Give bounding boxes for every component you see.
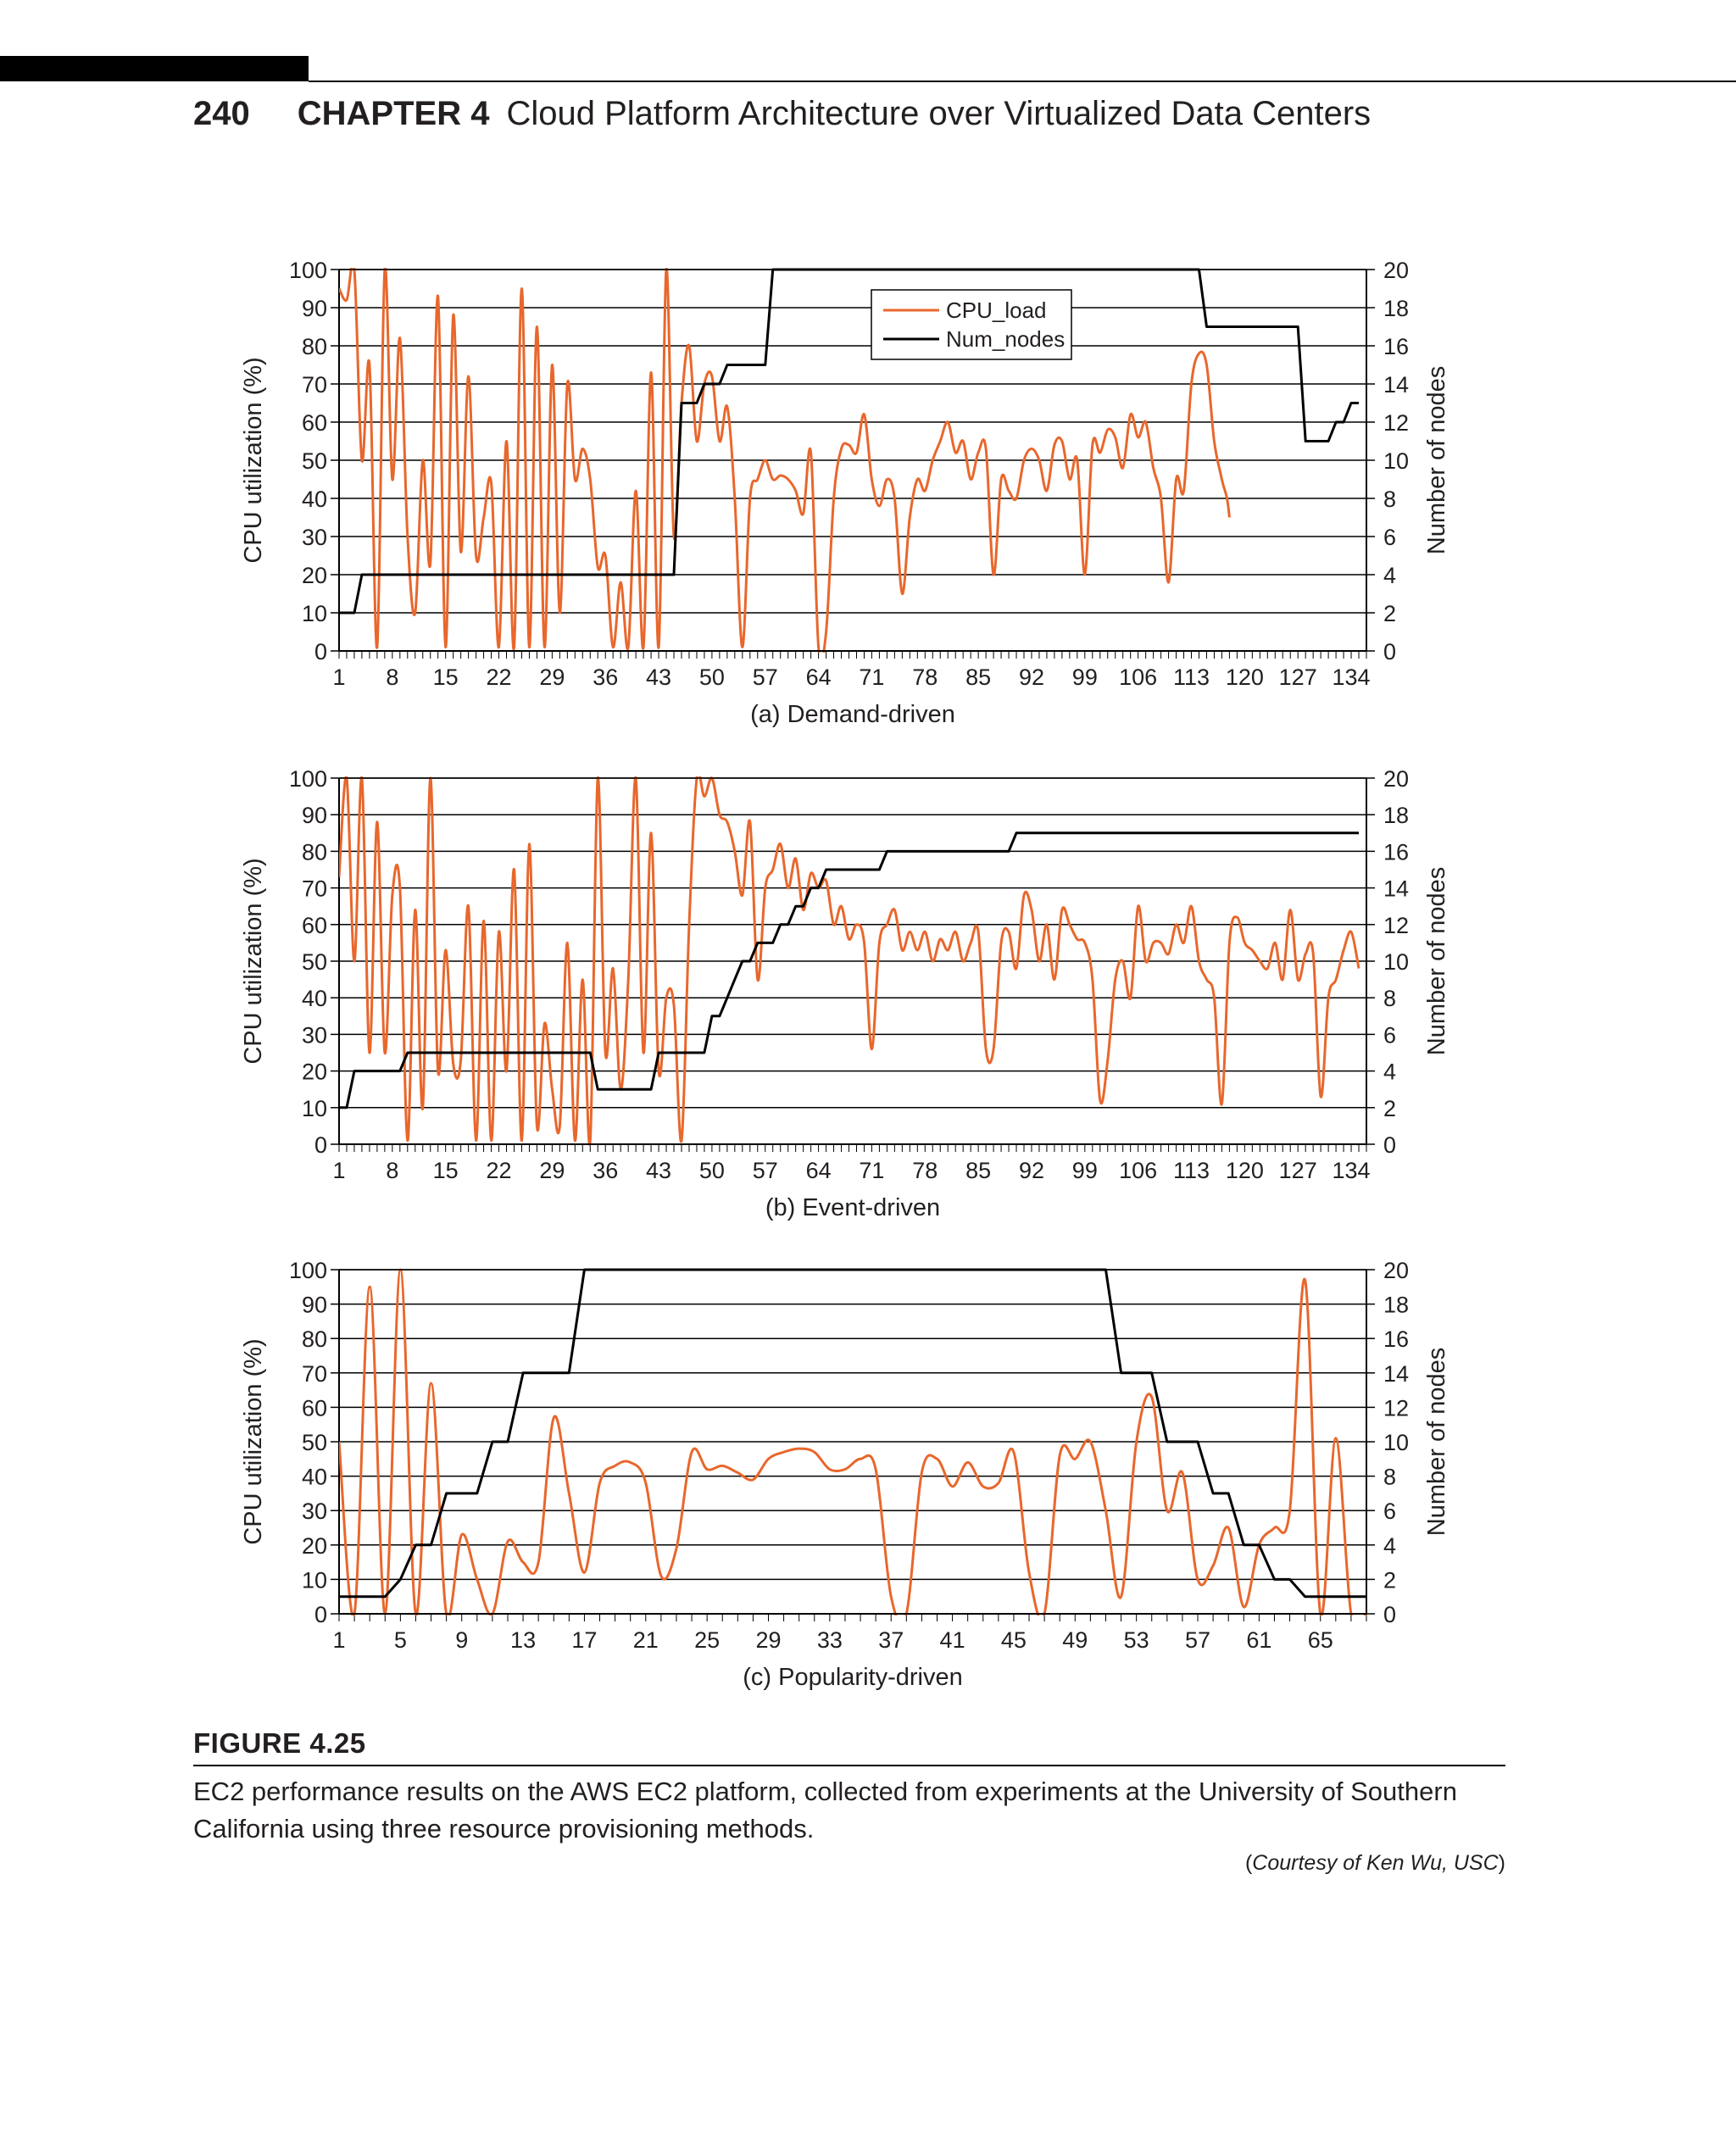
chapter-label: CHAPTER 4 xyxy=(297,95,490,132)
y-tick-label: 10 xyxy=(301,1567,327,1593)
x-tick-label: 1 xyxy=(332,665,346,690)
x-tick-label: 127 xyxy=(1278,665,1317,690)
y-tick-label: 10 xyxy=(301,1095,327,1121)
y-tick-label: 80 xyxy=(301,334,327,359)
y-tick-label: 0 xyxy=(314,1602,327,1627)
x-tick-label: 57 xyxy=(752,1158,778,1183)
x-tick-label: 25 xyxy=(694,1627,721,1653)
y2-tick-label: 12 xyxy=(1383,912,1410,938)
series-num-nodes xyxy=(339,270,1359,613)
y-tick-label: 40 xyxy=(301,1464,327,1490)
x-tick-label: 120 xyxy=(1225,665,1264,690)
y-axis-title: CPU utilization (%) xyxy=(240,858,267,1065)
chapter-title: Cloud Platform Architecture over Virtualized Data Centers xyxy=(506,95,1372,132)
y-tick-label: 30 xyxy=(301,1499,327,1525)
x-tick-label: 120 xyxy=(1225,1158,1264,1183)
x-tick-label: 15 xyxy=(432,1158,459,1183)
figure-rule xyxy=(193,1765,1505,1766)
y-tick-label: 50 xyxy=(301,949,327,975)
y2-tick-label: 12 xyxy=(1383,410,1410,436)
x-tick-label: 1 xyxy=(332,1627,346,1653)
y-tick-label: 70 xyxy=(301,1360,327,1387)
y-tick-label: 60 xyxy=(301,1395,327,1421)
x-tick-label: 21 xyxy=(632,1627,659,1653)
plot-area xyxy=(240,766,1450,1221)
x-tick-label: 8 xyxy=(386,1158,399,1183)
x-tick-label: 106 xyxy=(1119,1158,1158,1183)
chart-event-driven xyxy=(0,753,1736,1244)
y2-tick-label: 6 xyxy=(1383,1499,1397,1525)
plot-area xyxy=(240,1258,1450,1691)
y2-tick-label: 2 xyxy=(1383,1095,1397,1121)
y-tick-label: 20 xyxy=(301,1532,327,1559)
y2-tick-label: 8 xyxy=(1383,1464,1397,1490)
figure-courtesy: (Courtesy of Ken Wu, USC) xyxy=(1244,1851,1505,1875)
x-tick-label: 92 xyxy=(1018,665,1045,690)
x-tick-label: 106 xyxy=(1119,665,1158,690)
series-cpu-load xyxy=(339,262,1229,662)
x-tick-label: 9 xyxy=(455,1627,469,1653)
y2-tick-label: 2 xyxy=(1383,601,1397,626)
x-tick-label: 41 xyxy=(939,1627,965,1653)
x-tick-label: 113 xyxy=(1172,665,1210,690)
x-tick-label: 57 xyxy=(1184,1627,1211,1653)
y2-tick-label: 18 xyxy=(1383,1292,1410,1318)
y2-axis-title: Number of nodes xyxy=(1423,365,1450,555)
x-tick-label: 50 xyxy=(698,665,725,690)
x-tick-label: 36 xyxy=(593,665,619,690)
y-tick-label: 10 xyxy=(301,601,327,626)
y-tick-label: 50 xyxy=(301,1430,327,1455)
legend-label-cpu: CPU_load xyxy=(946,298,1047,323)
y2-tick-label: 14 xyxy=(1383,1360,1410,1387)
y2-tick-label: 6 xyxy=(1383,1022,1397,1048)
y2-axis-title: Number of nodes xyxy=(1423,866,1450,1056)
running-head xyxy=(193,95,1371,133)
y-tick-label: 40 xyxy=(301,487,327,512)
x-tick-label: 45 xyxy=(1000,1627,1027,1653)
y2-tick-label: 14 xyxy=(1383,372,1410,398)
x-tick-label: 65 xyxy=(1307,1627,1333,1653)
x-tick-label: 22 xyxy=(486,665,512,690)
y-tick-label: 100 xyxy=(288,258,327,283)
y-axis-title: CPU utilization (%) xyxy=(240,357,267,564)
y2-tick-label: 20 xyxy=(1383,766,1410,792)
y2-tick-label: 18 xyxy=(1383,296,1410,321)
x-tick-label: 36 xyxy=(593,1158,619,1183)
y2-tick-label: 0 xyxy=(1383,1132,1397,1158)
x-tick-label: 29 xyxy=(755,1627,782,1653)
plot-area xyxy=(240,258,1450,728)
chart-caption: (b) Event-driven xyxy=(765,1194,941,1221)
y2-tick-label: 16 xyxy=(1383,1326,1410,1353)
y2-tick-label: 0 xyxy=(1383,639,1397,665)
y-tick-label: 100 xyxy=(288,1258,327,1283)
y2-tick-label: 14 xyxy=(1383,876,1410,902)
y2-tick-label: 16 xyxy=(1383,839,1410,865)
x-tick-label: 64 xyxy=(805,665,832,690)
figure-caption: EC2 performance results on the AWS EC2 platform, collected from experiments at the University of Southern California using three resource provisioning methods. xyxy=(193,1777,1457,1843)
y2-tick-label: 12 xyxy=(1383,1395,1410,1421)
y2-tick-label: 16 xyxy=(1383,334,1410,359)
x-tick-label: 13 xyxy=(510,1627,537,1653)
y-tick-label: 70 xyxy=(301,876,327,902)
x-tick-label: 5 xyxy=(393,1627,407,1653)
x-tick-label: 43 xyxy=(646,665,672,690)
x-tick-label: 85 xyxy=(965,1158,992,1183)
x-tick-label: 78 xyxy=(912,665,938,690)
x-tick-label: 17 xyxy=(571,1627,598,1653)
legend xyxy=(871,290,1071,359)
y-tick-label: 100 xyxy=(288,766,327,792)
y-tick-label: 60 xyxy=(301,410,327,436)
x-tick-label: 127 xyxy=(1278,1158,1317,1183)
y-tick-label: 90 xyxy=(301,296,327,321)
x-tick-label: 134 xyxy=(1332,665,1371,690)
y2-tick-label: 8 xyxy=(1383,487,1397,512)
y2-axis-title: Number of nodes xyxy=(1423,1347,1450,1537)
y-tick-label: 80 xyxy=(301,839,327,865)
chart-caption: (c) Popularity-driven xyxy=(743,1664,963,1691)
series-cpu-load xyxy=(339,1270,1366,1627)
x-tick-label: 53 xyxy=(1123,1627,1149,1653)
x-tick-label: 113 xyxy=(1172,1158,1210,1183)
x-tick-label: 71 xyxy=(859,1158,885,1183)
y2-tick-label: 8 xyxy=(1383,986,1397,1012)
y-tick-label: 20 xyxy=(301,1059,327,1085)
courtesy-text: Courtesy of Ken Wu, USC xyxy=(1252,1851,1499,1875)
y-tick-label: 90 xyxy=(301,1292,327,1318)
x-tick-label: 61 xyxy=(1246,1627,1272,1653)
y-tick-label: 80 xyxy=(301,1326,327,1353)
y-tick-label: 0 xyxy=(314,1132,327,1158)
x-tick-label: 33 xyxy=(816,1627,843,1653)
x-tick-label: 29 xyxy=(539,665,565,690)
y2-tick-label: 4 xyxy=(1383,1532,1397,1559)
y-axis-title: CPU utilization (%) xyxy=(240,1338,267,1545)
y2-tick-label: 20 xyxy=(1383,1258,1410,1283)
header-rule xyxy=(309,81,1736,82)
x-tick-label: 134 xyxy=(1332,1158,1371,1183)
chart-demand-driven xyxy=(0,254,1736,746)
x-tick-label: 99 xyxy=(1071,1158,1098,1183)
x-tick-label: 15 xyxy=(432,665,459,690)
y2-tick-label: 10 xyxy=(1383,1430,1410,1455)
series-num-nodes xyxy=(339,833,1359,1108)
x-tick-label: 22 xyxy=(486,1158,512,1183)
y-tick-label: 70 xyxy=(301,372,327,398)
figure-label: FIGURE 4.25 xyxy=(193,1727,366,1759)
legend-label-nodes: Num_nodes xyxy=(946,326,1066,352)
x-tick-label: 8 xyxy=(386,665,399,690)
y2-tick-label: 2 xyxy=(1383,1567,1397,1593)
x-tick-label: 29 xyxy=(539,1158,565,1183)
series-num-nodes xyxy=(339,1270,1366,1597)
y-tick-label: 0 xyxy=(314,639,327,665)
page-number: 240 xyxy=(193,95,250,132)
y2-tick-label: 10 xyxy=(1383,448,1410,474)
x-tick-label: 57 xyxy=(752,665,778,690)
series-cpu-load xyxy=(339,772,1359,1145)
chart-caption: (a) Demand-driven xyxy=(750,701,955,728)
y-tick-label: 60 xyxy=(301,912,327,938)
y2-tick-label: 0 xyxy=(1383,1602,1397,1627)
y-tick-label: 40 xyxy=(301,986,327,1012)
y-tick-label: 20 xyxy=(301,563,327,588)
x-tick-label: 50 xyxy=(698,1158,725,1183)
x-tick-label: 37 xyxy=(878,1627,904,1653)
y2-tick-label: 18 xyxy=(1383,803,1410,829)
x-tick-label: 64 xyxy=(805,1158,832,1183)
x-tick-label: 49 xyxy=(1062,1627,1088,1653)
y-tick-label: 90 xyxy=(301,803,327,829)
x-tick-label: 99 xyxy=(1071,665,1098,690)
x-tick-label: 1 xyxy=(332,1158,346,1183)
y2-tick-label: 4 xyxy=(1383,563,1397,588)
x-tick-label: 43 xyxy=(646,1158,672,1183)
header-bar xyxy=(0,56,309,81)
y-tick-label: 30 xyxy=(301,1022,327,1048)
y-tick-label: 50 xyxy=(301,448,327,474)
y-tick-label: 30 xyxy=(301,525,327,550)
x-tick-label: 92 xyxy=(1018,1158,1045,1183)
y2-tick-label: 20 xyxy=(1383,258,1410,283)
y2-tick-label: 10 xyxy=(1383,949,1410,975)
x-tick-label: 78 xyxy=(912,1158,938,1183)
chart-popularity-driven xyxy=(0,1244,1736,1719)
x-tick-label: 71 xyxy=(859,665,885,690)
y2-tick-label: 6 xyxy=(1383,525,1397,550)
y2-tick-label: 4 xyxy=(1383,1059,1397,1085)
x-tick-label: 85 xyxy=(965,665,992,690)
